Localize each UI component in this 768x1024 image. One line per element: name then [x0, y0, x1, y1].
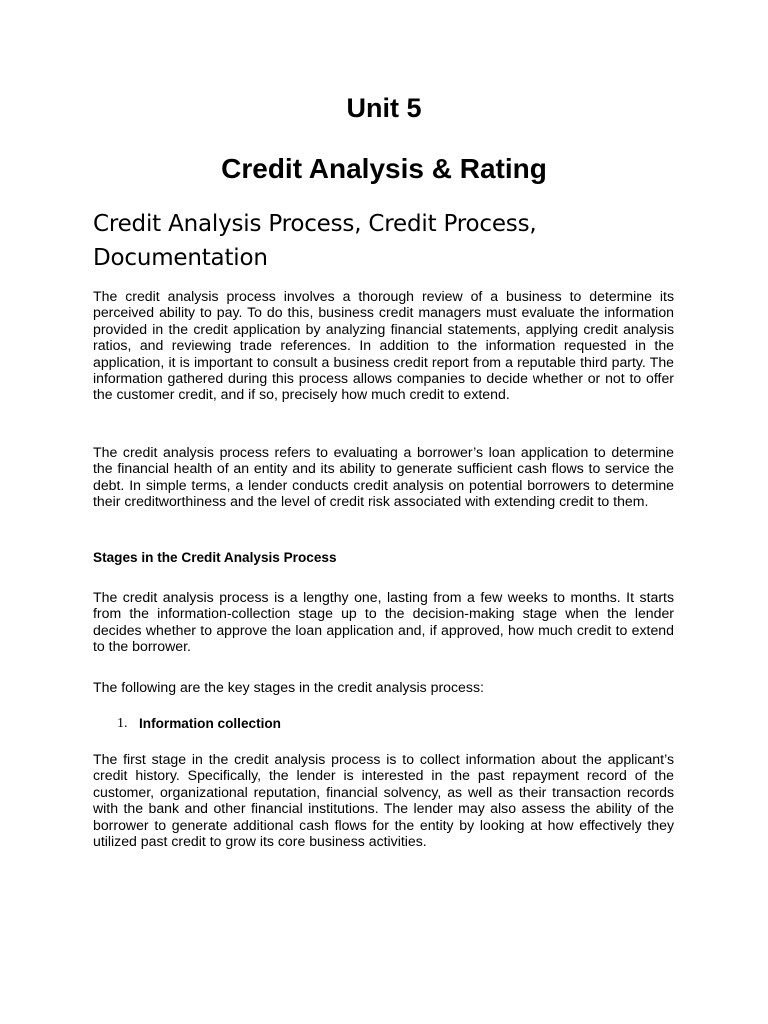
paragraph-credit-analysis-definition: The credit analysis process refers to evaluating a borrower’s loan application to determine the financial health of an entity and its ability to generate sufficient cash flows to service the debt. In simple terms, a lender conducts credit analysis on potential borrowers to determine their creditworthiness and the level of credit risk associated with extending credit to them.	[93, 444, 674, 510]
list-item-label: Information collection	[139, 716, 281, 731]
list-item-number: 1.	[117, 716, 128, 731]
paragraph-process-length: The credit analysis process is a lengthy one, lasting from a few weeks to months. It starts from the information-collection stage up to the decision-making stage when the lender decides whether to approve the loan application and, if approved, how much credit to extend to the borrower.	[93, 589, 674, 655]
paragraph-credit-analysis-overview: The credit analysis process involves a thorough review of a business to determine its perceived ability to pay. To do this, business credit managers must evaluate the information provided in the credit application by analyzing financial statements, applying credit analysis ratios, and reviewing trade references. In addition to the information requested in the application, it is important to consult a business credit report from a reputable third party. The information gathered during this process allows companies to decide whether or not to offer the customer credit, and if so, precisely how much credit to extend.	[93, 288, 674, 403]
section-heading: Credit Analysis Process, Credit Process, Documentation	[93, 211, 537, 271]
unit-title: Unit 5	[346, 93, 422, 123]
paragraph-information-collection: The first stage in the credit analysis process is to collect information about the applicant’s credit history. Specifically, the lender is interested in the past repayment record of the customer, organizational reputation, financial solvency, as well as their transaction records with the bank and other financial institutions. The lender may also assess the ability of the borrower to generate additional cash flows for the entity by looking at how effectively they utilized past credit to grow its core business activities.	[93, 751, 674, 850]
stages-heading: Stages in the Credit Analysis Process	[93, 550, 337, 565]
paragraph-key-stages-intro: The following are the key stages in the credit analysis process:	[93, 679, 484, 695]
main-title: Credit Analysis & Rating	[221, 153, 547, 184]
